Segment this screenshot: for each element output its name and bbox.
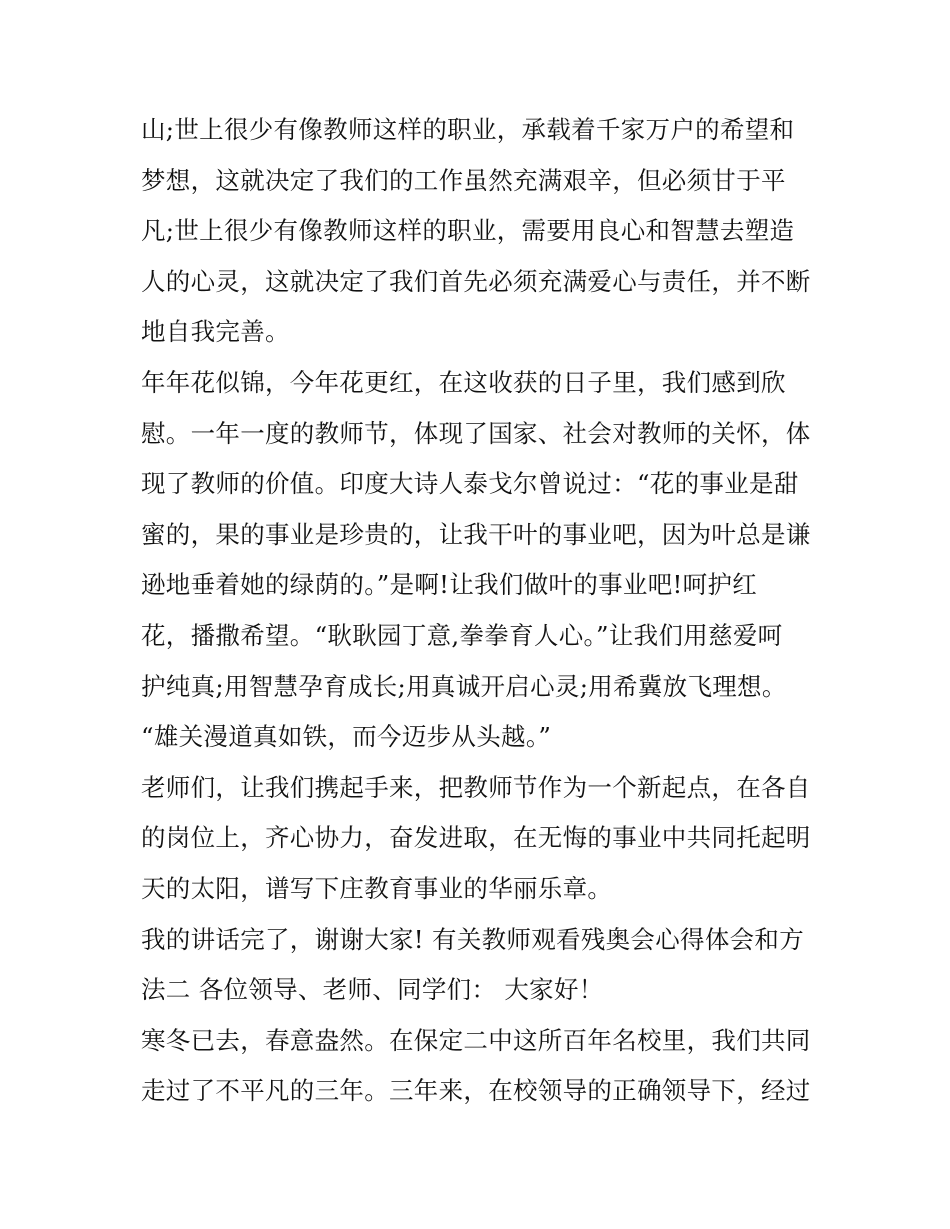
text-line: 法二 各位领导、老师、同学们： 大家好！ <box>141 975 604 1005</box>
text-line: 人的心灵，这就决定了我们首先必须充满爱心与责任，并不断 <box>141 266 811 296</box>
text-line: 慰。一年一度的教师节，体现了国家、社会对教师的关怀，体 <box>141 418 811 448</box>
text-line: 天的太阳，谱写下庄教育事业的华丽乐章。 <box>141 873 613 903</box>
text-line: 梦想，这就决定了我们的工作虽然充满艰辛，但必须甘于平 <box>141 165 786 195</box>
text-line: 年年花似锦，今年花更红，在这收获的日子里，我们感到欣 <box>141 367 786 397</box>
text-line: 逊地垂着她的绿荫的。”是啊!让我们做叶的事业吧!呵护红 <box>141 570 758 600</box>
text-line: 凡;世上很少有像教师这样的职业，需要用良心和智慧去塑造 <box>141 216 795 246</box>
text-line: 地自我完善。 <box>141 317 290 347</box>
text-line: 花，播撒希望。“耿耿园丁意,拳拳育人心。”让我们用慈爱呵 <box>141 620 783 650</box>
text-line: 老师们，让我们携起手来，把教师节作为一个新起点，在各自 <box>141 772 811 802</box>
text-line: 寒冬已去，春意盎然。在保定二中这所百年名校里，我们共同 <box>141 1025 811 1055</box>
text-line: 山;世上很少有像教师这样的职业，承载着千家万户的希望和 <box>141 115 795 144</box>
text-line: 蜜的，果的事业是珍贵的，让我干叶的事业吧，因为叶总是谦 <box>141 519 811 549</box>
text-line: 我的讲话完了，谢谢大家! 有关教师观看残奥会心得体会和方 <box>141 924 805 954</box>
body-text <box>141 105 831 1117</box>
text-line: “雄关漫道真如铁，而今迈步从头越。” <box>141 722 552 752</box>
text-line: 护纯真;用智慧孕育成长;用真诚开启心灵;用希冀放飞理想。 <box>141 671 787 701</box>
text-line: 现了教师的价值。印度大诗人泰戈尔曾说过：“花的事业是甜 <box>141 469 799 499</box>
text-line: 的岗位上，齐心协力，奋发进取，在无悔的事业中共同托起明 <box>141 823 811 853</box>
text-line: 走过了不平凡的三年。三年来，在校领导的正确领导下，经过 <box>141 1076 811 1106</box>
